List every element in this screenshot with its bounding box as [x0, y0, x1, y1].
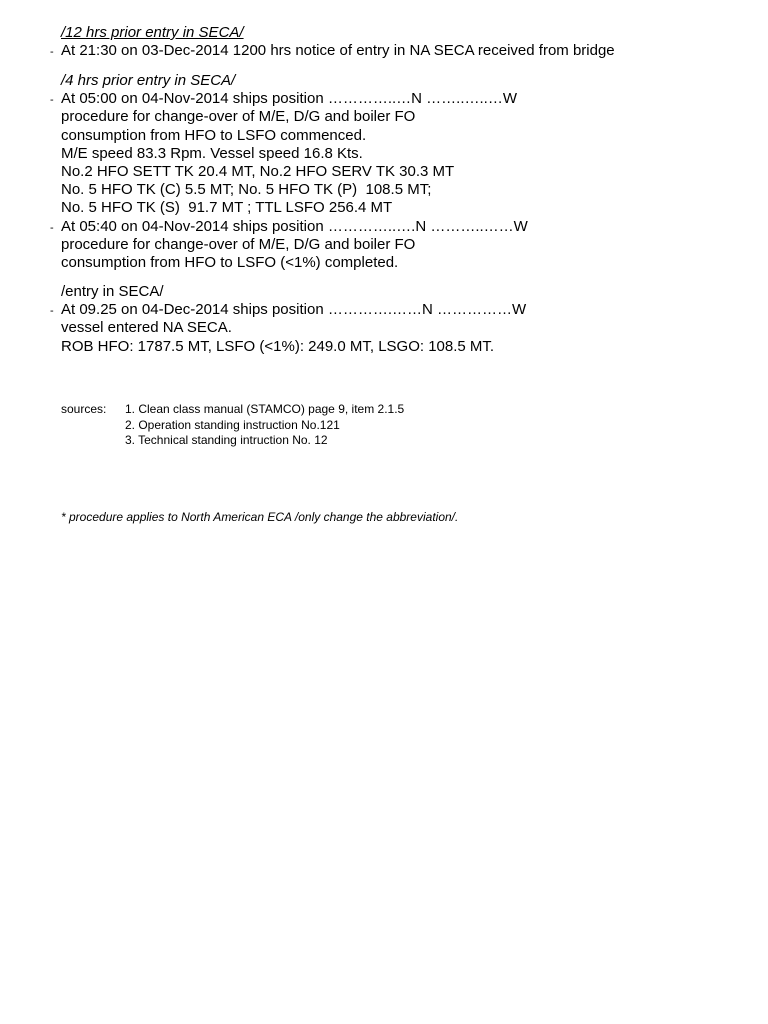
- section-heading: /entry in SECA/: [61, 283, 164, 300]
- log-entry-line: - At 21:30 on 03-Dec-2014 1200 hrs notice of entry in NA SECA received from bridge: [61, 42, 751, 60]
- log-entry-line: - At 05:00 on 04-Nov-2014 ships position …………..…N ……..…..…W: [61, 90, 751, 108]
- section-12hrs-prior: [50, 24, 751, 60]
- section-4hrs-prior: [50, 72, 751, 272]
- sources-list: [125, 402, 404, 449]
- log-entry-line: M/E speed 83.3 Rpm. Vessel speed 16.8 Kts.: [61, 144, 363, 162]
- source-item: 2. Operation standing instruction No.121: [125, 417, 340, 432]
- log-entry-line: - At 09.25 on 04-Dec-2014 ships position ………….……N ……………W: [61, 301, 751, 319]
- bullet-dash: -: [50, 305, 54, 318]
- source-item: 3. Technical standing intruction No. 12: [125, 433, 328, 447]
- bullet-dash: -: [50, 46, 54, 59]
- log-entry-line: procedure for change-over of M/E, D/G and boiler FO: [61, 108, 416, 126]
- log-entry-line: procedure for change-over of M/E, D/G and boiler FO: [61, 235, 416, 253]
- section-heading: /4 hrs prior entry in SECA/: [61, 72, 236, 89]
- bullet-dash: -: [50, 94, 54, 107]
- log-entry-line: No. 5 HFO TK (S) 91.7 MT ; TTL LSFO 256.4 MT: [61, 199, 393, 217]
- log-entry-line: - At 05:40 on 04-Nov-2014 ships position …………..….N ………..……W: [61, 218, 751, 236]
- log-entry-line: No. 5 HFO TK (C) 5.5 MT; No. 5 HFO TK (P) 108.5 MT;: [61, 181, 432, 199]
- bullet-dash: -: [50, 221, 54, 234]
- log-entry-line: consumption from HFO to LSFO (<1%) completed.: [61, 254, 399, 272]
- section-entry-in-seca: [50, 283, 751, 356]
- section-heading: /12 hrs prior entry in SECA/: [61, 24, 244, 41]
- footnote: * procedure applies to North American ECA /only change the abbreviation/.: [61, 510, 459, 524]
- log-entry-line: consumption from HFO to LSFO commenced.: [61, 126, 367, 144]
- sources-label: sources:: [61, 402, 107, 416]
- source-item: 1. Clean class manual (STAMCO) page 9, item 2.1.5: [125, 402, 405, 416]
- log-entry-line: vessel entered NA SECA.: [61, 319, 232, 337]
- log-entry-line: ROB HFO: 1787.5 MT, LSFO (<1%): 249.0 MT, LSGO: 108.5 MT.: [61, 337, 495, 355]
- log-entry-line: No.2 HFO SETT TK 20.4 MT, No.2 HFO SERV TK 30.3 MT: [61, 163, 455, 181]
